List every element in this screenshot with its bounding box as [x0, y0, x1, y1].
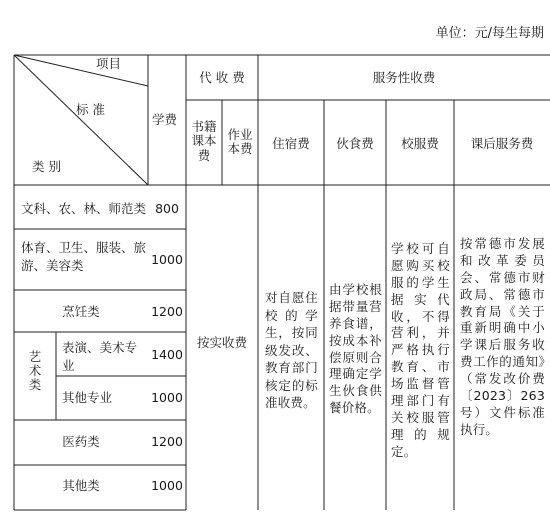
row-fee: 1400 [151, 347, 183, 362]
row-category: 其他专业 [62, 390, 113, 405]
collect-actual-text: 按实收费 [196, 335, 247, 350]
header-lodging-fee: 住宿费 [272, 136, 310, 151]
header-afterschool-fee: 课后服务费 [470, 136, 534, 151]
header-meal-fee: 伙食费 [336, 136, 374, 151]
row-fee: 1000 [151, 478, 183, 493]
header-category: 类 别 [32, 159, 61, 174]
art-group-label: 艺术类 [28, 349, 42, 392]
unit-note: 单位：元/每生每期 [435, 26, 544, 41]
row-fee: 1200 [151, 304, 183, 319]
header-collect-on-behalf: 代 收 费 [199, 70, 245, 85]
header-standard: 标 准 [76, 102, 105, 117]
header-uniform-fee: 校服费 [401, 136, 439, 151]
row-category: 其他类 [62, 478, 100, 493]
row-fee: 1200 [151, 434, 183, 449]
header-books-fee: 书籍课本费 [191, 119, 217, 163]
row-fee: 1000 [151, 390, 183, 405]
row-category: 烹饪类 [62, 304, 100, 319]
header-service-fees: 服务性收费 [372, 70, 436, 85]
header-workbook-fee: 作业本费 [227, 127, 253, 157]
uniform-fee-text: 学校可自愿购买校服的学生据实代收，不得营利，并严格执行教育、市场监督管理部门有关校服管理的规定。 [391, 241, 450, 459]
row-category: 医药类 [62, 434, 100, 449]
row-fee: 1000 [151, 252, 183, 267]
header-item: 项目 [96, 56, 122, 71]
meal-fee-text: 由学校根据带量营养食谱，按成本补偿原则合理确定学生伙食供餐价格。 [329, 282, 382, 416]
afterschool-fee-text: 按常德市发展和改革委员会、常德市财政局、常德市教育局《关于重新明确中小学课后服务收费工作的通知》（常发改价费〔2023〕263号）文件标准执行。 [460, 236, 545, 437]
row-fee: 800 [155, 201, 179, 216]
header-tuition: 学费 [152, 112, 178, 127]
row-category: 表演、美术专业 [62, 340, 138, 373]
row-category: 体育、卫生、服装、旅游、美容类 [21, 240, 147, 274]
row-category: 文科、农、林、师范类 [21, 201, 147, 216]
lodging-fee-text: 对自愿住校的学生，按同级发改、教育部门核定的标准收费。 [265, 290, 318, 410]
